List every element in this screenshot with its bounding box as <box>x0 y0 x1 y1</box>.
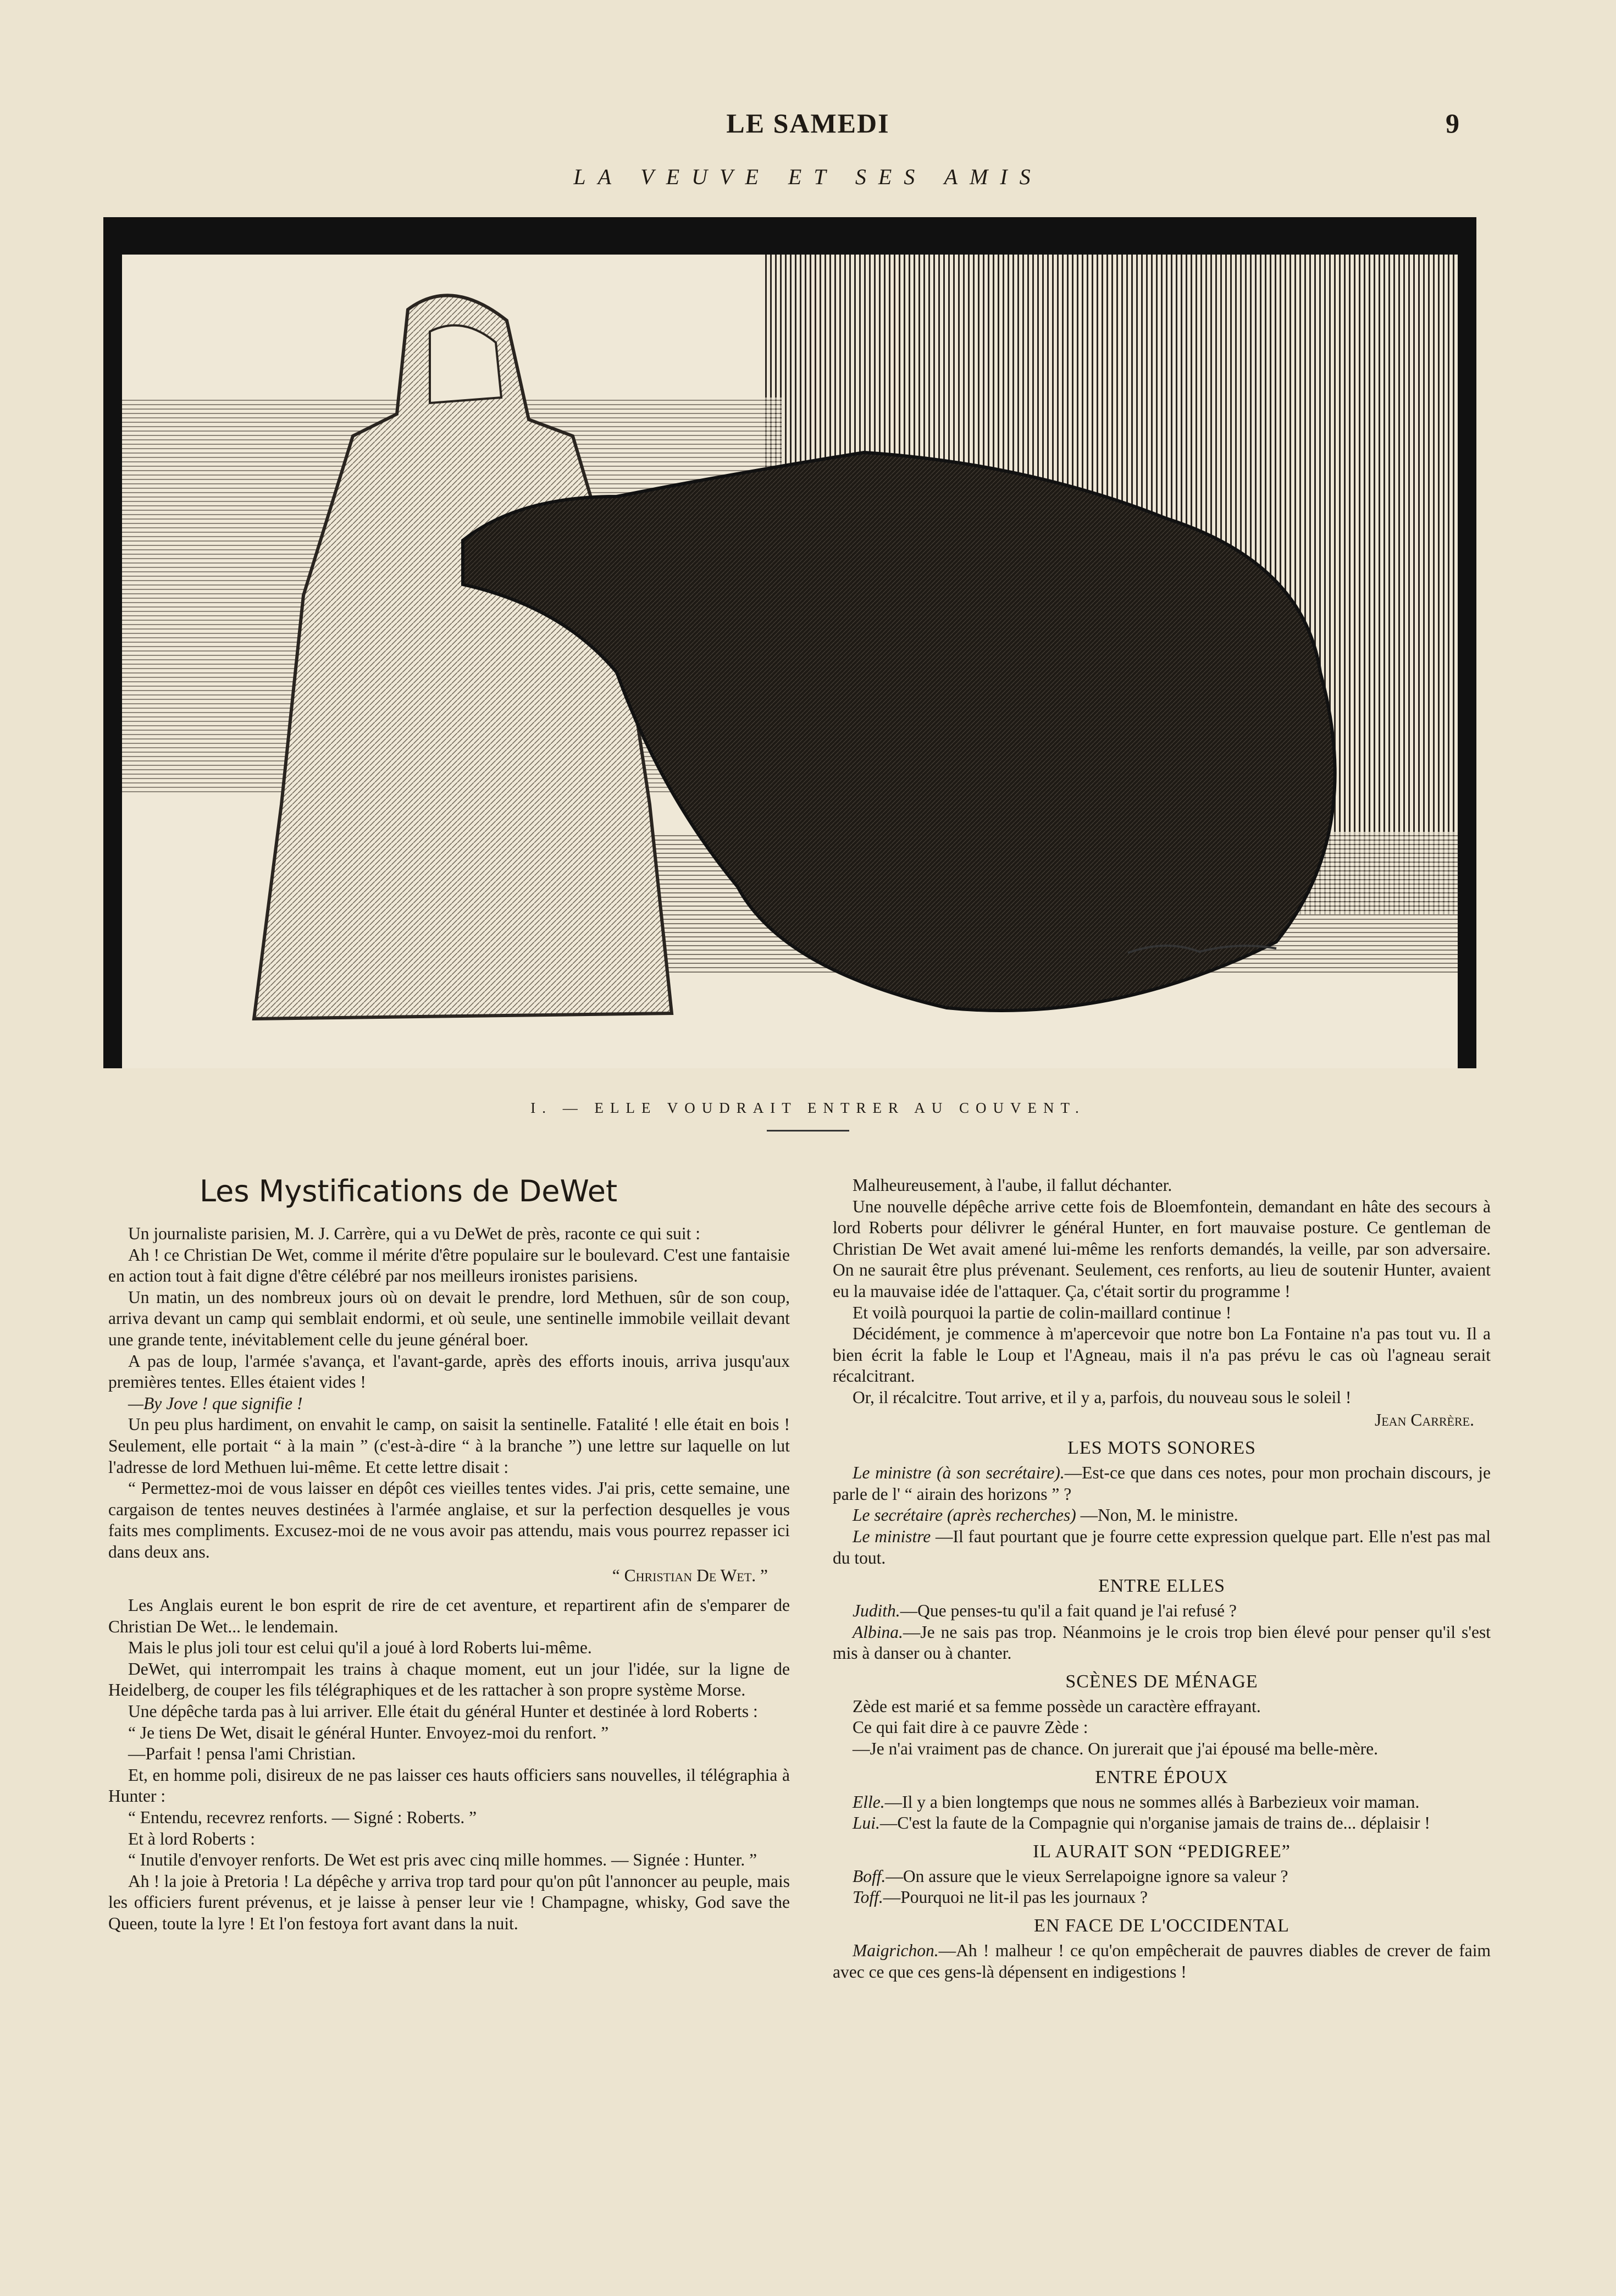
paragraph: Ah ! la joie à Pretoria ! La dépêche y arriva trop tard pour qu'on pût l'annoncer au peuple, mais les officiers furent prévenus, et je laisse à penser leur vie ! Champagne, whisky, God save the Queen, toute la lyre ! Et l'on festoya fort avant dans la nuit. <box>108 1871 790 1933</box>
section-heading: SCÈNES DE MÉNAGE <box>1065 1671 1258 1692</box>
dialogue-text: —Pourquoi ne lit-il pas les journaux ? <box>883 1887 1148 1907</box>
paragraph: DeWet, qui interrompait les trains à chaque moment, eut un jour l'idée, sur la ligne de Heidelberg, de couper les fils télégraphiques et de les rattacher à son propre système Morse. <box>108 1659 790 1700</box>
dialogue-text: —Je ne sais pas trop. Néanmoins je le crois trop bien élevé pour penser qu'il s'est mis à danser ou à chanter. <box>833 1622 1491 1663</box>
signature-author: Jean Carrère. <box>1374 1410 1474 1430</box>
paragraph: Décidément, je commence à m'apercevoir que notre bon La Fontaine n'a pas tout vu. Il a bien écrit la fable le Loup et l'Agneau, mais il n'a pas prévu le cas où l'agneau serait récalcitrant. <box>833 1324 1491 1386</box>
paragraph: Et, en homme poli, disireux de ne pas laisser ces hauts officiers sans nouvelles, il télégraphia à Hunter : <box>108 1765 790 1806</box>
paragraph: Mais le plus joli tour est celui qu'il a joué à lord Roberts lui-même. <box>128 1638 592 1658</box>
dialogue-text: —Je n'ai vraiment pas de chance. On jurerait que j'ai épousé ma belle-mère. <box>853 1739 1378 1759</box>
paragraph: Malheureusement, à l'aube, il fallut déchanter. <box>853 1175 1172 1195</box>
section-entre-epoux <box>833 1767 1491 1834</box>
dialogue-text: —Que penses-tu qu'il a fait quand je l'ai refusé ? <box>900 1601 1237 1621</box>
masthead: LE SAMEDI <box>726 108 890 139</box>
paragraph: Et voilà pourquoi la partie de colin-maillard continue ! <box>853 1302 1232 1322</box>
paragraph: Une nouvelle dépêche arrive cette fois de Bloemfontein, demandant en hâte des secours à lord Roberts pour délivrer le général Hunter, en fort mauvaise posture. Ce gentleman de Christian De Wet avait amené lui-même les renforts demandés, la veille, par son adversaire. On ne saurait être plus prévenant. Seulement, ces renforts, au lieu de soutenir Hunter, avaient eu la mauvaise idée de l'attaquer. Ça, c'était sortir du programme ! <box>833 1196 1491 1301</box>
section-les-mots-sonores <box>833 1437 1491 1569</box>
illustration-caption: I. — ELLE VOUDRAIT ENTRER AU COUVENT. <box>530 1100 1086 1116</box>
speaker: Elle. <box>853 1792 885 1812</box>
section-heading: IL AURAIT SON “PEDIGREE” <box>1033 1841 1291 1862</box>
dialogue-text: —Ah ! malheur ! ce qu'on empêcherait de pauvres diables de crever de faim avec ce que ces gens-là dépensent en indigestions ! <box>833 1941 1491 1982</box>
paragraph: —By Jove ! que signifie ! <box>128 1393 303 1413</box>
paragraph: “ Inutile d'envoyer renforts. De Wet est pris avec cinq mille hommes. — Signée : Hunter. ” <box>128 1850 757 1870</box>
section-pedigree <box>833 1841 1491 1908</box>
dialogue-text: —Est-ce que dans ces notes, pour mon prochain discours, je parle de l' “ airain des horizons ” ? <box>833 1463 1491 1504</box>
paragraph: —Parfait ! pensa l'ami Christian. <box>128 1744 356 1764</box>
paragraph: “ Entendu, recevrez renforts. — Signé : Roberts. ” <box>128 1808 477 1828</box>
dialogue-text: —Il y a bien longtemps que nous ne sommes allés à Barbezieux voir maman. <box>884 1792 1420 1812</box>
paragraph: A pas de loup, l'armée s'avança, et l'avant-garde, après des efforts inouis, arriva jusqu'aux premières tentes. Elles étaient vides ! <box>108 1351 790 1392</box>
dialogue-text: —Il faut pourtant que je fourre cette expression quelque part. Elle n'est pas mal du tout. <box>833 1526 1491 1568</box>
paragraph: Et à lord Roberts : <box>128 1829 255 1848</box>
dialogue-text: Ce qui fait dire à ce pauvre Zède : <box>853 1718 1088 1737</box>
paragraph: Les Anglais eurent le bon esprit de rire de cet aventure, et repartirent afin de s'emparer de Christian De Wet... le lendemain. <box>108 1596 790 1636</box>
engraving-illustration-icon <box>122 255 1458 1068</box>
section-heading: LES MOTS SONORES <box>1067 1438 1256 1459</box>
illustration-frame <box>103 217 1476 1068</box>
caption-divider <box>767 1130 849 1132</box>
dialogue-text: —Non, M. le ministre. <box>1076 1505 1238 1525</box>
paragraph: Un peu plus hardiment, on envahit le camp, on saisit la sentinelle. Fatalité ! elle était en bois ! Seulement, elle portait “ à la main ” (c'est-à-dire “ à la branche ”) une lettre sur laquelle on lut l'adresse de lord Methuen lui-même. Et cette lettre disait : <box>108 1415 790 1477</box>
speaker: Le secrétaire (après recherches) <box>853 1505 1076 1525</box>
paragraph: “ Permettez-moi de vous laisser en dépôt ces vieilles tentes vides. J'ai pris, cette semaine, une cargaison de tentes neuves destinées à l'armée anglaise, et sur la perfection desquelles je vous faits mes compliments. Excusez-moi de ne vous avoir pas attendu, mais vous pourrez repasser ici dans deux ans. <box>108 1478 790 1561</box>
paragraph: Un journaliste parisien, M. J. Carrère, qui a vu DeWet de près, raconte ce qui suit : <box>128 1224 701 1243</box>
speaker: Toff. <box>853 1887 883 1907</box>
page-number: 9 <box>1446 108 1459 139</box>
article-title: Les Mystifications de DeWet <box>200 1174 618 1208</box>
section-en-face-de-l-occidental <box>833 1915 1491 1983</box>
dialogue-text: —On assure que le vieux Serrelapoigne ignore sa valeur ? <box>886 1866 1288 1886</box>
speaker: Le ministre <box>853 1526 931 1546</box>
paragraph: Or, il récalcitre. Tout arrive, et il y a, parfois, du nouveau sous le soleil ! <box>853 1387 1352 1407</box>
speaker: Albina. <box>853 1622 903 1642</box>
paragraph: Une dépêche tarda pas à lui arriver. Elle était du général Hunter et destinée à lord Roberts : <box>128 1702 758 1721</box>
signature-dewet: “ Christian De Wet. ” <box>612 1565 768 1585</box>
paragraph: Un matin, un des nombreux jours où on devait le prendre, lord Methuen, sûr de son coup, arriva devant un camp qui semblait endormi, et où seule, une sentinelle immobile veillait devant une grande tente, inévitablement celle du jeune général boer. <box>108 1287 790 1349</box>
section-heading: ENTRE ÉPOUX <box>1095 1767 1228 1787</box>
paragraph: Ah ! ce Christian De Wet, comme il mérite d'être populaire sur le boulevard. C'est une fantaisie en action tout à fait digne d'être célébré par nos meilleurs ironistes parisiens. <box>108 1245 790 1286</box>
speaker: Judith. <box>853 1601 900 1621</box>
picture-title: LA VEUVE ET SES AMIS <box>573 164 1043 189</box>
paragraph: “ Je tiens De Wet, disait le général Hunter. Envoyez-moi du renfort. ” <box>128 1723 609 1742</box>
speaker: Maigrichon. <box>853 1941 939 1961</box>
left-column <box>108 1174 790 1935</box>
section-heading: EN FACE DE L'OCCIDENTAL <box>1034 1916 1290 1936</box>
speaker: Le ministre (à son secrétaire). <box>853 1463 1065 1483</box>
section-entre-elles <box>833 1575 1491 1664</box>
dialogue-text: Zède est marié et sa femme possède un caractère effrayant. <box>853 1696 1261 1716</box>
section-scenes-de-menage <box>833 1671 1491 1760</box>
speaker: Boff. <box>853 1866 886 1886</box>
section-heading: ENTRE ELLES <box>1098 1576 1226 1597</box>
dialogue-text: —C'est la faute de la Compagnie qui n'organise jamais de trains de... déplaisir ! <box>879 1813 1430 1833</box>
speaker: Lui. <box>853 1813 880 1833</box>
right-column <box>833 1175 1491 1983</box>
spacer <box>108 1586 790 1595</box>
